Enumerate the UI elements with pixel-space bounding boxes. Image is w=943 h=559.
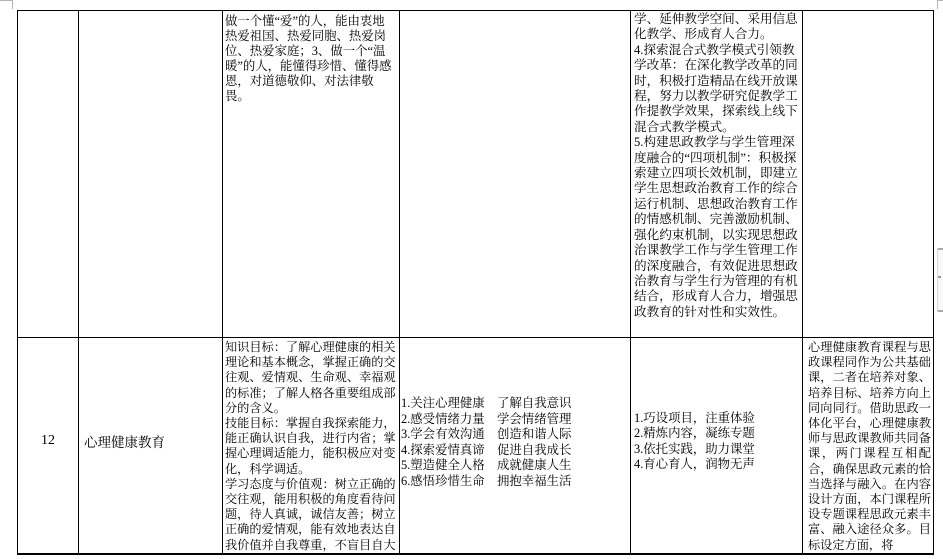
cell-course-number[interactable] <box>18 338 79 553</box>
cell-measures-continued[interactable] <box>631 11 803 338</box>
scrollbar-thumb[interactable] <box>937 248 943 312</box>
cell-objectives-continued[interactable] <box>223 11 400 338</box>
cell-course-name[interactable] <box>79 338 223 553</box>
course-number-text: 12 <box>41 433 55 448</box>
cell-content-continued[interactable] <box>400 11 631 338</box>
cell-serial-continued[interactable] <box>18 11 79 338</box>
course-methods-list: 1.巧设项目，注重体验 2.精炼内容，凝练专题 3.依托实践，助力课堂 4.育心育人，润物无声 <box>634 411 755 472</box>
cell-ideology-continued[interactable] <box>803 11 934 338</box>
cell-ideology-integration[interactable] <box>803 338 934 553</box>
course-name-text: 心理健康教育 <box>84 435 165 450</box>
course-objectives-text: 知识目标：了解心理健康的相关理论和基本概念，掌握正确的交往观、爱情观、生命观、幸福观的标准；了解人格各重要组成部分的含义。 技能目标：掌握自我探索能力，能正确认识自我，进行内省；掌握心理调适能力，能积极应对变化，科学调适。 学习态度与价值观：树立正确的交往观，能用积极的角度看待问题，待人真诚，诚信友善；树立正确的爱情观，能有效地表达自我价值并自我尊重，不盲目自大 <box>225 340 396 552</box>
margin-corner-mark-top-left-icon <box>0 0 13 9</box>
cell-course-methods[interactable] <box>631 338 803 553</box>
margin-corner-mark-top-right-icon <box>937 0 943 9</box>
objectives-tail-text: 做一个懂“爱”的人，能由衷地热爱祖国、热爱同胞、热爱岗位、热爱家庭；3、做一个“温暖”的人，能懂得珍惜、懂得感恩，对道德敬仰、对法律敬畏。 <box>225 14 392 104</box>
measures-tail-text: 学、延伸教学空间、采用信息化教学、形成育人合力。 4.探索混合式教学模式引领教学改革：在深化教学改革的同时，积极打造精品在线开放课程，努力以教学研究促教学工作提教学效果，探索线上线下混合式教学模式。 5.构建思政教学与学生管理深度融合的“四项机制”：积极探索建立四项长效机制，即建立学生思想政治教育工作的综合运行机制、思想政治教育工作的情感机制、完善激励机制、强化约束机制，以实现思想政治课教学工作与学生管理工作的深度融合，有效促进思想政治教育与学生行为管理的有机结合，形成育人合力，增强思政教育的针对性和实效性。 <box>634 12 798 319</box>
course-content-list: 1.关注心理健康 了解自我意识 2.感受情绪力量 学会情绪管理 3.学会有效沟通 创造和谐人际 4.探索爱情真谛 促进自我成长 5.塑造健全人格 成就健康人生 6.感悟珍惜生命 拥抱幸福生活 <box>401 396 572 488</box>
ideology-integration-text: 心理健康教育课程与思政课程同作为公共基础课，二者在培养对象、培养目标、培养方向上同向同行。借助思政一体化平台，心理健康教师与思政课教师共同备课，两门课程互相配合，确保思政元素的恰当选择与融入。在内容设计方面，本门课程所设专题课程思政元素丰富、融入途径众多。目标设定方面，将 <box>808 340 931 552</box>
cell-course-continued[interactable] <box>79 11 223 338</box>
cell-course-content[interactable] <box>400 338 631 553</box>
scrollbar-grip-icon <box>938 276 941 278</box>
curriculum-table <box>17 10 934 555</box>
cell-course-objectives[interactable] <box>223 338 400 553</box>
